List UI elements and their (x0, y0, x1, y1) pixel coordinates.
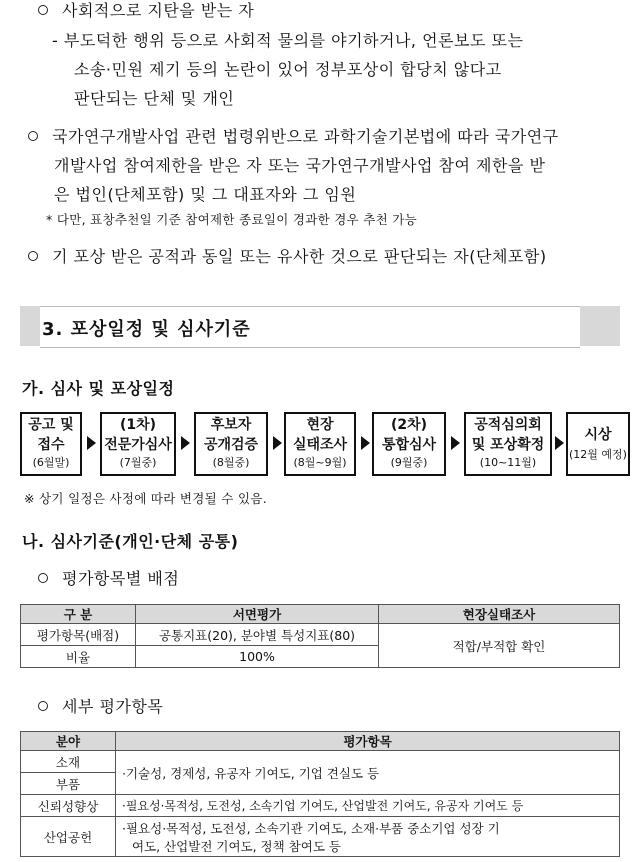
arrow-icon (87, 436, 96, 450)
table-cell: ·필요성·목적성, 도전성, 소속기업 기여도, 산업발전 기여도, 유공자 기여도 등 (116, 795, 620, 817)
score-table (20, 604, 620, 668)
table-header: 구 분 (21, 605, 136, 624)
sub-heading: 평가항목별 배점 (38, 566, 179, 589)
bullet-icon (38, 573, 48, 583)
bullet-icon (28, 131, 38, 141)
bullet-icon (28, 251, 38, 261)
table-cell: 부품 (21, 773, 116, 795)
arrow-icon (181, 436, 190, 450)
table-cell: 비율 (21, 646, 136, 668)
stage-box: 시상 (12월 예정) (566, 412, 630, 476)
table-header: 현장실태조사 (379, 605, 620, 624)
item-line: 개발사업 참여제한을 받은 자 또는 국가연구개발사업 참여 제한을 받 (54, 156, 546, 175)
detail-table (20, 731, 620, 857)
table-header: 분야 (21, 732, 116, 751)
bullet-icon (38, 701, 48, 711)
table-cell: 100% (136, 646, 379, 668)
table-cell: 평가항목(배점) (21, 624, 136, 646)
item-line: 소송·민원 제기 등의 논란이 있어 정부포상이 합당치 않다고 (74, 60, 502, 79)
stage-box: 공적심의회 및 포상확정 (10~11월) (464, 412, 552, 476)
arrow-icon (361, 436, 370, 450)
table-cell: 산업공헌 (21, 817, 116, 857)
section-header (20, 306, 620, 346)
item-line: 기 포상 받은 공적과 동일 또는 유사한 것으로 판단되는 자(단체포함) (28, 244, 547, 267)
arrow-icon (555, 436, 564, 450)
item-line: 국가연구개발사업 관련 법령위반으로 과학기술기본법에 따라 국가연구 (28, 124, 559, 147)
bullet-icon (38, 5, 48, 15)
table-cell: 적합/부적합 확인 (379, 624, 620, 668)
stage-box: 후보자 공개검증 (8월중) (194, 412, 268, 476)
section-bar-right (580, 306, 620, 346)
table-header: 평가항목 (116, 732, 620, 751)
stage-box: (1차) 전문가심사 (7월중) (100, 412, 176, 476)
item-line: - 부도덕한 행위 등으로 사회적 물의를 야기하거나, 언론보도 또는 (52, 31, 524, 50)
stage-box: 현장 실태조사 (8월~9월) (284, 412, 356, 476)
arrow-icon (273, 436, 282, 450)
stage-box: (2차) 통합심사 (9월중) (372, 412, 446, 476)
item-line: 은 법인(단체포함) 및 그 대표자와 그 임원 (54, 185, 357, 204)
arrow-icon (451, 436, 460, 450)
schedule-note: ※ 상기 일정은 사정에 따라 변경될 수 있음. (24, 491, 267, 506)
table-cell: ·기술성, 경제성, 유공자 기여도, 기업 견실도 등 (116, 751, 620, 795)
stage-box: 공고 및 접수 (6월말) (20, 412, 82, 476)
table-cell: 신뢰성향상 (21, 795, 116, 817)
sub-heading: 세부 평가항목 (38, 694, 163, 717)
note-line: * 다만, 표창추천일 기준 참여제한 종료일이 경과한 경우 추천 가능 (46, 212, 418, 227)
schedule-heading: 가. 심사 및 포상일정 (22, 379, 175, 398)
section-title: 3. 포상일정 및 심사기준 (42, 319, 251, 340)
table-header: 서면평가 (136, 605, 379, 624)
table-cell: ·필요성·목적성, 도전성, 소속기관 기여도, 소재·부품 중소기업 성장 기 여도, 산업발전 기여도, 정책 참여도 등 (116, 817, 620, 857)
table-cell: 소재 (21, 751, 116, 773)
table-cell: 공통지표(20), 분야별 특성지표(80) (136, 624, 379, 646)
criteria-heading: 나. 심사기준(개인·단체 공통) (22, 532, 239, 551)
item-line: 판단되는 단체 및 개인 (74, 89, 235, 108)
item-line: 사회적으로 지탄을 받는 자 (38, 0, 254, 21)
